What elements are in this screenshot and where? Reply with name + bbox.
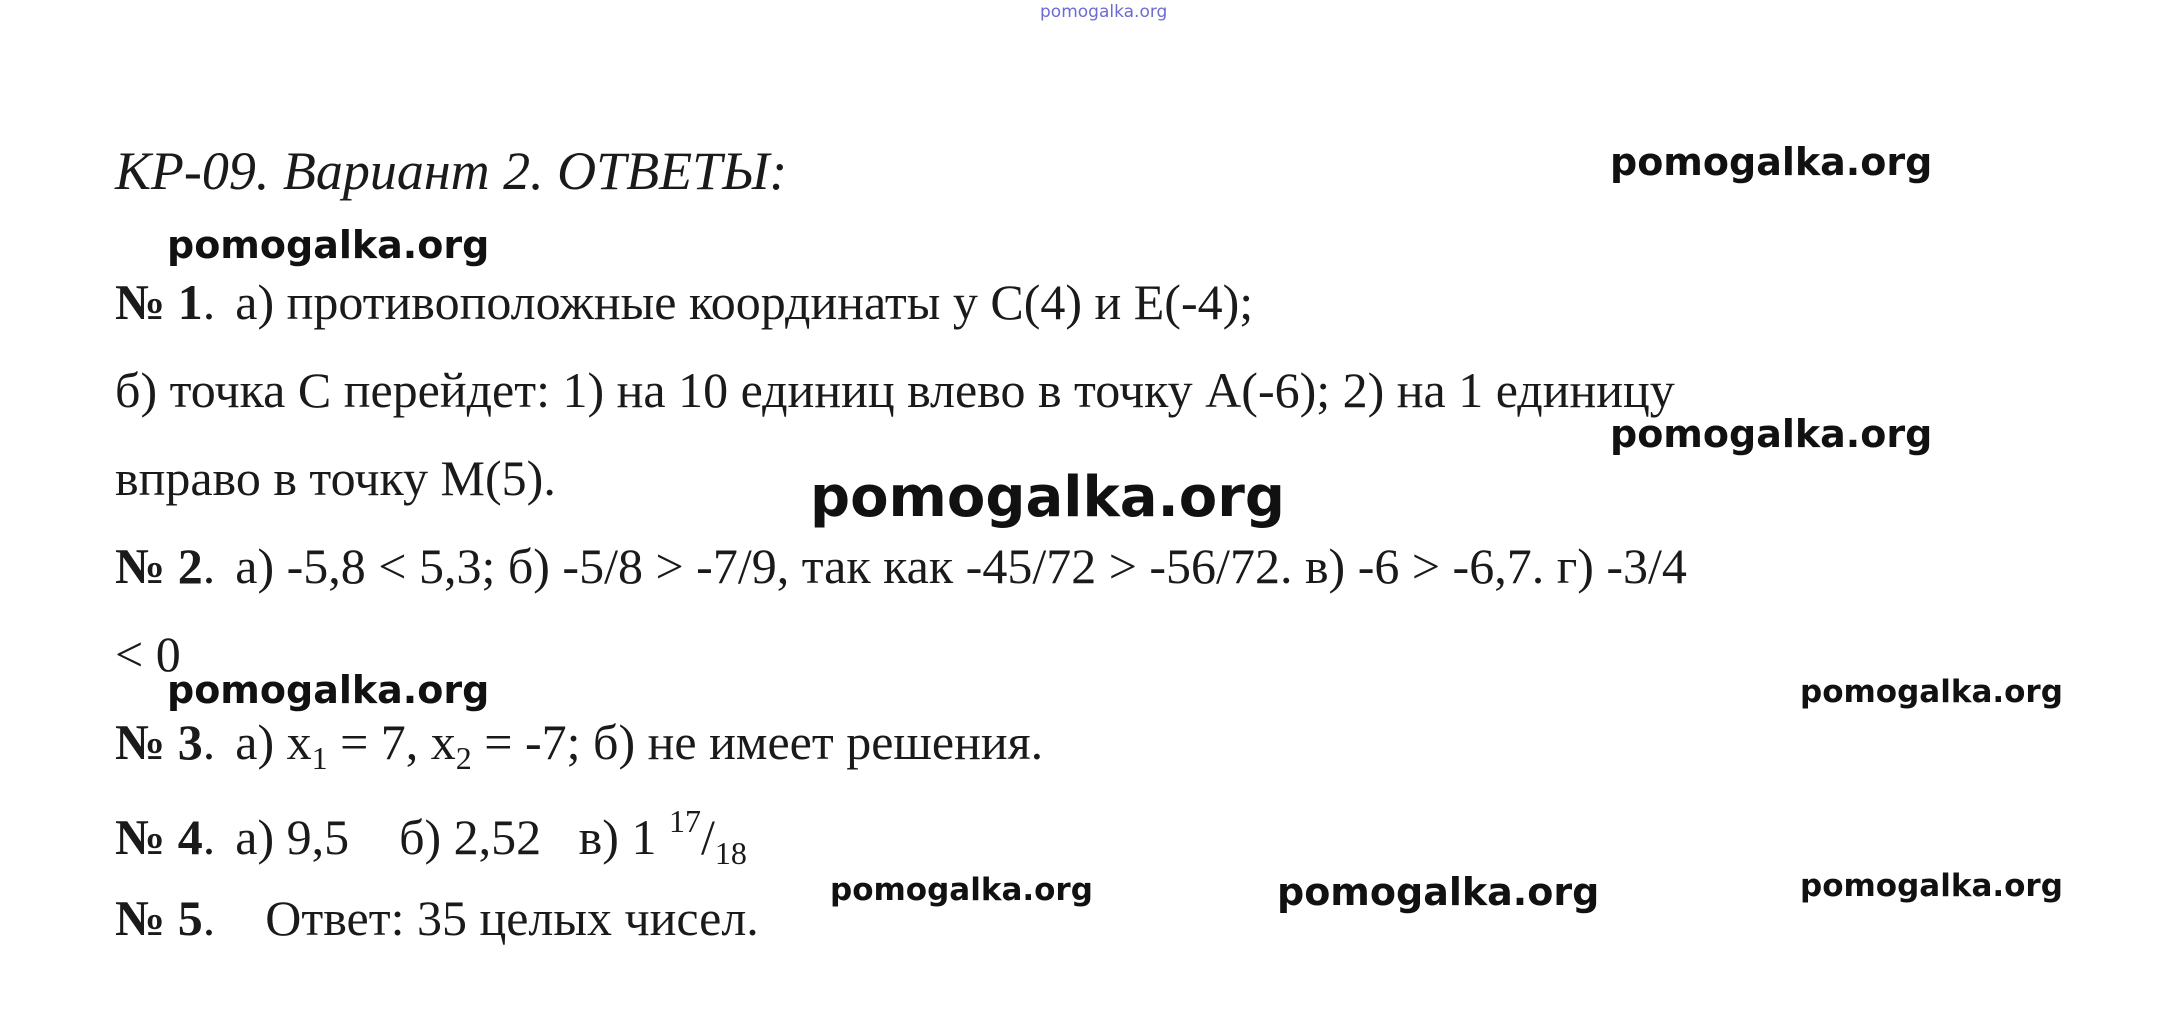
problem-1-line-1: № 1. а) противоположные координаты у C(4) и E(-4); [115,274,1254,330]
answer-text: а) x [235,714,312,770]
answer-text: Ответ: 35 целых чисел. [265,890,759,946]
subscript: 2 [455,740,472,776]
fraction-numerator: 17 [668,803,701,839]
problem-number: № 3 [115,714,203,770]
problem-number: № 4 [115,809,203,865]
problem-1-line-2: б) точка С перейдет: 1) на 10 единиц влево в точку А(-6); 2) на 1 единицу [115,362,1675,418]
answer-text: = -7; б) не имеет решения. [471,714,1044,770]
problem-number: № 1 [115,274,203,330]
fraction-denominator: 18 [714,835,747,871]
problem-4-line: № 4. а) 9,5 б) 2,52 в) 1 $^{17}/_{18}$ [115,803,747,871]
watermark: pomogalka.org [1277,870,1600,914]
problem-2-line-2: < 0 [115,626,181,682]
watermark-top: pomogalka.org [1040,2,1168,22]
watermark: pomogalka.org [830,872,1093,908]
answer-text: = 7, x [327,714,456,770]
subscript: 1 [311,740,328,776]
problem-number: № 5 [115,890,203,946]
watermark: pomogalka.org [167,668,490,712]
problem-1-line-3: вправо в точку М(5). [115,450,556,506]
page-title: КР-09. Вариант 2. ОТВЕТЫ: [115,141,788,201]
answer-text: а) противоположные координаты у C(4) и E(-4); [235,274,1254,330]
answer-text: а) 9,5 б) 2,52 в) 1 [235,809,669,865]
fraction-slash: / [700,809,715,865]
problem-2-line-1: № 2. а) -5,8 < 5,3; б) -5/8 > -7/9, так как -45/72 > -56/72. в) -6 > -6,7. г) -3/4 [115,538,1687,594]
problem-number: № 2 [115,538,203,594]
answer-text: а) -5,8 < 5,3; б) -5/8 > -7/9, так как -45/72 > -56/72. в) -6 > -6,7. г) -3/4 [235,538,1687,594]
watermark: pomogalka.org [1800,674,2063,710]
watermark-large: pomogalka.org [810,465,1285,530]
watermark: pomogalka.org [1610,140,1933,184]
watermark: pomogalka.org [1800,868,2063,904]
watermark: pomogalka.org [1610,412,1933,456]
watermark: pomogalka.org [167,223,490,267]
problem-3-line: № 3. а) $x_1 = 7$, $x_2 = -7$; б) не имеет решения. [115,714,1044,776]
problem-5-line: № 5. Ответ: 35 целых чисел. [115,890,759,946]
